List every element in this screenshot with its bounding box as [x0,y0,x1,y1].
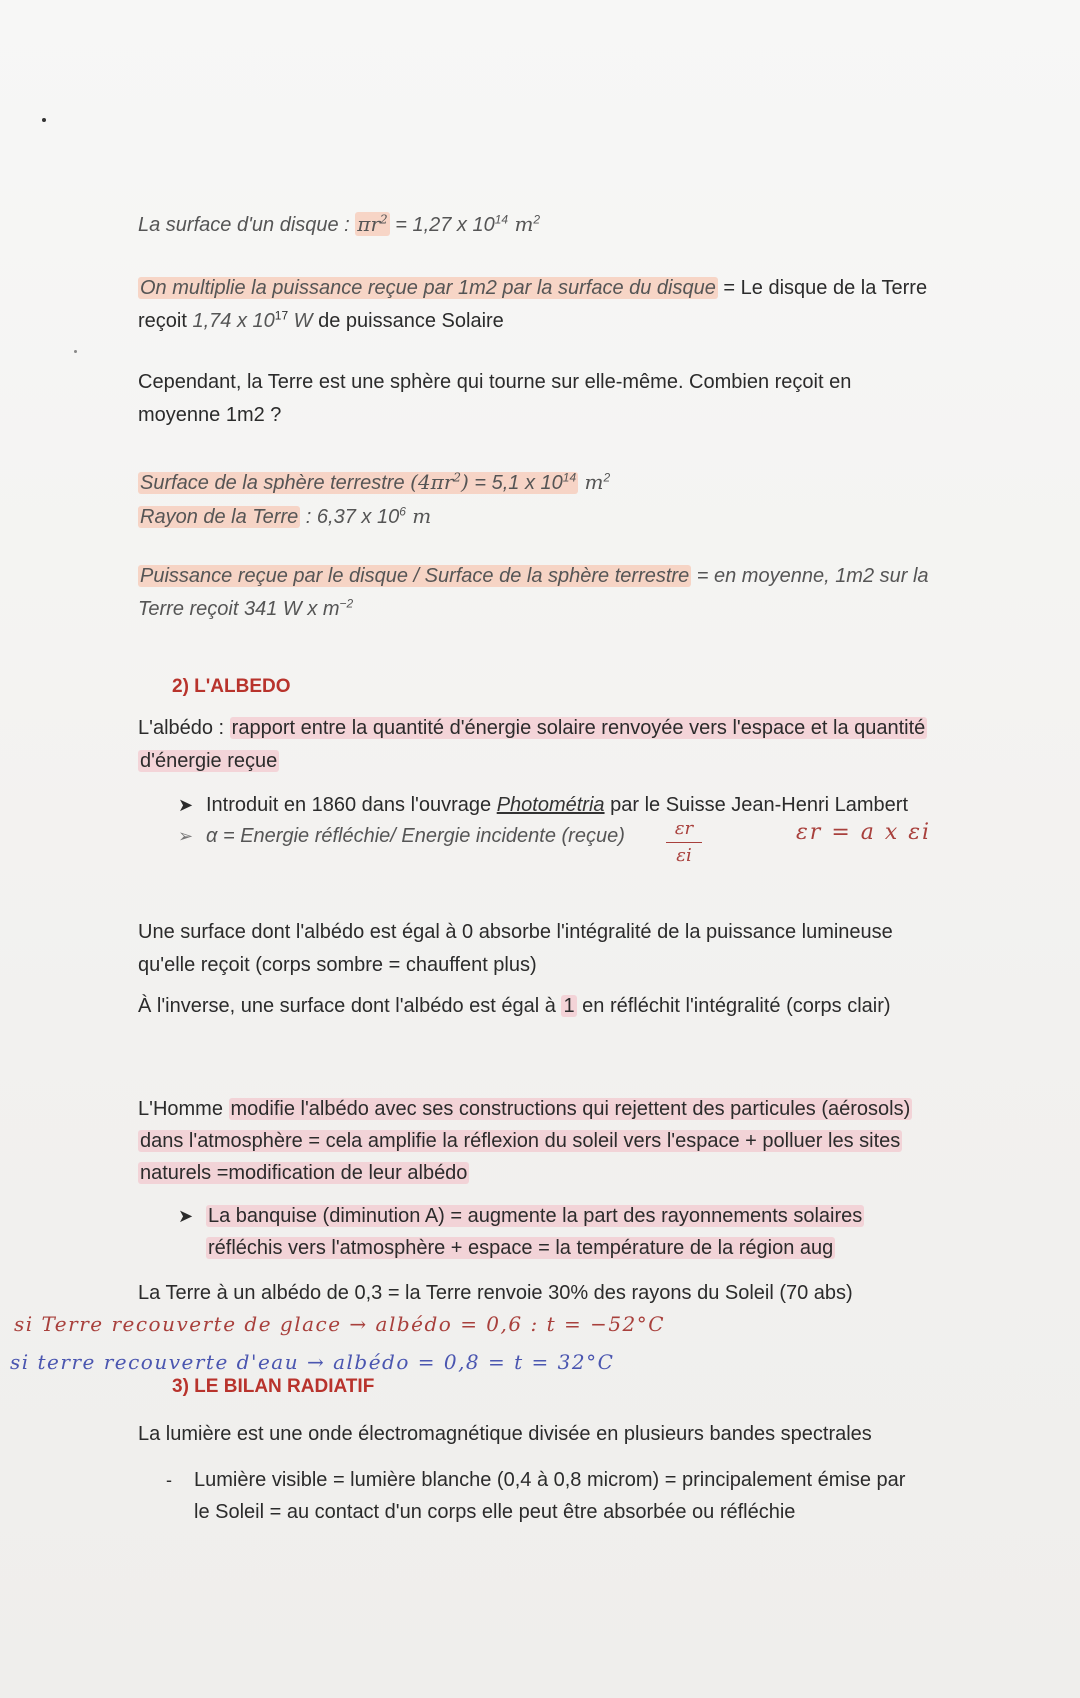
handwritten-note-water: si terre recouverte d'eau → albédo = 0,8 = t = 32°C [10,1350,615,1374]
handwritten-formula: εr = a x εi [796,820,932,845]
multiply-highlight: On multiplie la puissance reçue par 1m2 par la surface du disque [140,277,716,299]
average-power-paragraph: Puissance reçue par le disque / Surface de la sphère terrestre = en moyenne, 1m2 sur la Terre reçoit 341 W x $m^{-2}$ [138,565,929,620]
albedo-heading: 2) L'ALBEDO [172,676,291,697]
scan-speck [74,350,77,353]
handwritten-fraction: εr εi [664,818,704,867]
arrow-bullet-icon: ➢ [178,826,194,846]
sphere-block: Surface de la sphère terrestre $(4\pi r^2) = 5,1$ x $10^{14}$ $m^2$ Rayon de la Terre : 6,37 x $10^6$ m [140,470,611,528]
visible-light-item [166,1464,970,1528]
disk-formula: $\pi r^2$ [357,212,388,236]
handwritten-note-ice: si Terre recouverte de glace → albédo = 0,6 : t = −52°C [14,1312,666,1336]
bullet-item: ➢ α = Energie réfléchie/ Energie incidente (reçue) [178,821,970,852]
bilan-heading: 3) LE BILAN RADIATIF [172,1376,375,1397]
scan-speck [42,118,46,122]
bullet-item: ➤ Introduit en 1860 dans l'ouvrage Photométria par le Suisse Jean-Henri Lambert [178,790,970,821]
surface-zero-paragraph: Une surface dont l'albédo est égal à 0 absorbe l'intégralité de la puissance lumineuse qu'elle reçoit (corps sombre = chauffent plus) [138,921,893,976]
disk-surface-line: La surface d'un disque : $\pi r^2 = 1,27$ x $10^{14}$ $m^2$ [138,212,541,236]
earth-albedo-line: La Terre à un albédo de 0,3 = la Terre renvoie 30% des rayons du Soleil (70 abs) [138,1282,853,1304]
arrow-bullet-icon: ➤ [178,795,194,815]
fraction-bar [666,842,702,843]
human-impact-paragraph: L'Homme modifie l'albédo avec ses constructions qui rejettent des particules (aérosols) dans l'atmosphère = cela amplifie la réflexion du soleil vers l'espace + polluer les sites naturels =modification de leur albédo [138,1098,911,1184]
however-paragraph: Cependant, la Terre est une sphère qui tourne sur elle-même. Combien reçoit en moyenne 1m2 ? [138,371,852,426]
average-power-highlight: Puissance reçue par le disque / Surface de la sphère terrestre [140,565,690,587]
multiply-paragraph: On multiplie la puissance reçue par 1m2 par la surface du disque = Le disque de la Terre reçoit 1,74 x $10^{17}$ W de puissance Solaire [138,277,928,332]
book-title: Photométria [496,794,605,816]
earth-radius-label: Rayon de la Terre [140,506,299,528]
dash-item: - Lumière visible = lumière blanche (0,4 à 0,8 microm) = principalement émise par le Soleil = au contact d'un corps elle peut être absorbée ou réfléchie [166,1469,906,1523]
light-wave-line: La lumière est une onde électromagnétique divisée en plusieurs bandes spectrales [138,1423,872,1445]
bullet-item: ➤ La banquise (diminution A) = augmente la part des rayonnements solaires réfléchis vers l'atmosphère + espace = la température de la région aug [178,1200,970,1264]
banquise-bullet [178,1200,970,1264]
sphere-surface-line: Surface de la sphère terrestre $(4\pi r^2) = 5,1$ x $10^{14}$ [140,470,577,494]
arrow-bullet-icon: ➤ [178,1206,194,1226]
surface-one-line: À l'inverse, une surface dont l'albédo est égal à 1 en réfléchit l'intégralité (corps clair) [138,995,891,1017]
albedo-definition: L'albédo : rapport entre la quantité d'énergie solaire renvoyée vers l'espace et la quantité d'énergie reçue [138,717,926,772]
